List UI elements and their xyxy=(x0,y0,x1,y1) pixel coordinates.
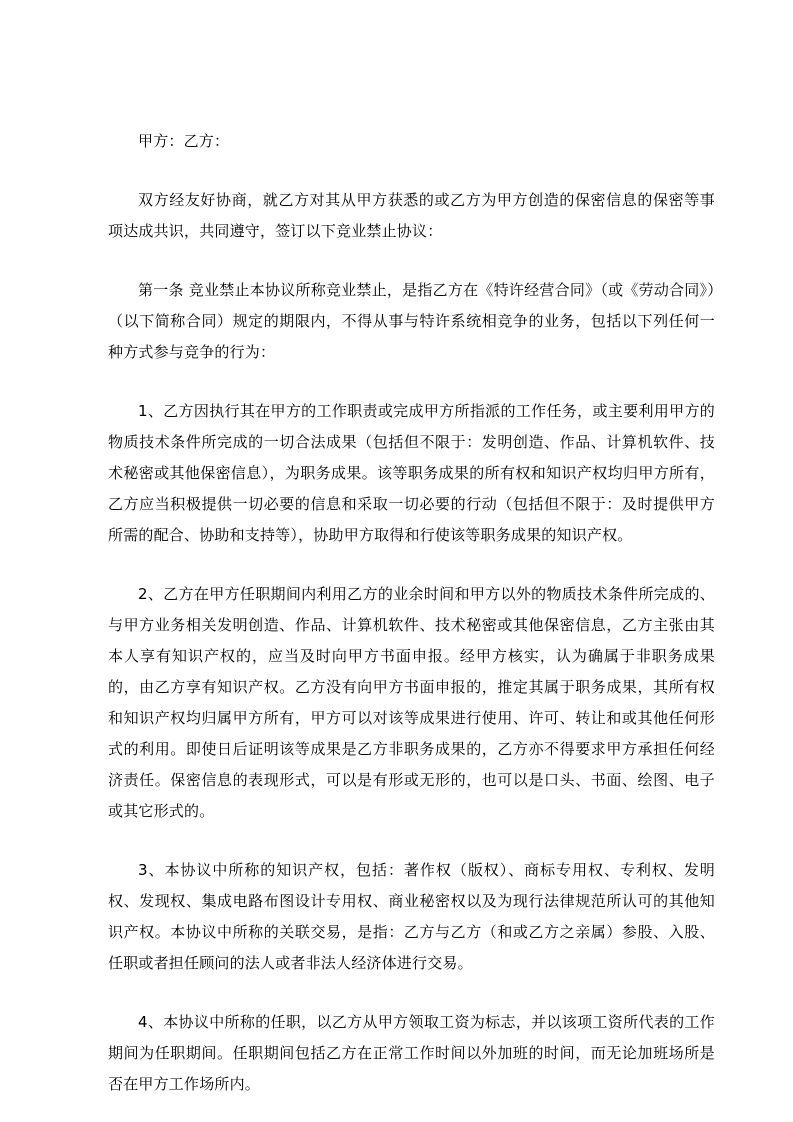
clause-4-paragraph: 4、本协议中所称的任职，以乙方从甲方领取工资为标志，并以该项工资所代表的工作期间为任职期间。任职期间包括乙方在正常工作时间以外加班的时间，而无论加班场所是否在甲方工作场所内。 xyxy=(108,1013,715,1093)
paragraph-gap xyxy=(108,157,715,185)
article-1-paragraph: 第一条 竞业禁止本协议所称竞业禁止，是指乙方在《特许经营合同》（或《劳动合同》）（以下简称合同）规定的期限内，不得从事与特许系统相竞争的业务，包括以下列任何一种方式参与竞争的行为： xyxy=(108,281,715,361)
intro-paragraph: 双方经友好协商，就乙方对其从甲方获悉的或乙方为甲方创造的保密信息的保密等事项达成共识，共同遵守，签订以下竞业禁止协议： xyxy=(108,191,715,240)
paragraph-gap xyxy=(108,979,715,1007)
parties-line: 甲方：乙方： xyxy=(138,132,230,150)
paragraph-gap xyxy=(108,247,715,275)
paragraph-gap xyxy=(108,827,715,855)
paragraph-gap xyxy=(108,551,715,579)
clause-1-paragraph: 1、乙方因执行其在甲方的工作职责或完成甲方所指派的工作任务，或主要利用甲方的物质技术条件所完成的一切合法成果（包括但不限于：发明创造、作品、计算机软件、技术秘密或其他保密信息），为职务成果。该等职务成果的所有权和知识产权均归甲方所有，乙方应当积极提供一切必要的信息和采取一切必要的行动（包括但不限于：及时提供甲方所需的配合、协助和支持等），协助甲方取得和行使该等职务成果的知识产权。 xyxy=(108,402,715,544)
paragraph-gap xyxy=(108,368,715,396)
clause-2-paragraph: 2、乙方在甲方任职期间内利用乙方的业余时间和甲方以外的物质技术条件所完成的、与甲方业务相关发明创造、作品、计算机软件、技术秘密或其他保密信息，乙方主张由其本人享有知识产权的，应当及时向甲方书面申报。经甲方核实，认为确属于非职务成果的，由乙方享有知识产权。乙方没有向甲方书面申报的，推定其属于职务成果，其所有权和知识产权均归属甲方所有，甲方可以对该等成果进行使用、许可、转让和或其他任何形式的利用。即使日后证明该等成果是乙方非职务成果的，乙方亦不得要求甲方承担任何经济责任。保密信息的表现形式，可以是有形或无形的，也可以是口头、书面、绘图、电子或其它形式的。 xyxy=(108,585,715,820)
document-page xyxy=(108,126,715,1100)
clause-3-paragraph: 3、本协议中所称的知识产权，包括：著作权（版权）、商标专用权、专利权、发明权、发现权、集成电路布图设计专用权、商业秘密权以及为现行法律规范所认可的其他知识产权。本协议中所称的关联交易，是指：乙方与乙方（和或乙方之亲属）参股、入股、任职或者担任顾问的法人或者非法人经济体进行交易。 xyxy=(108,861,715,972)
